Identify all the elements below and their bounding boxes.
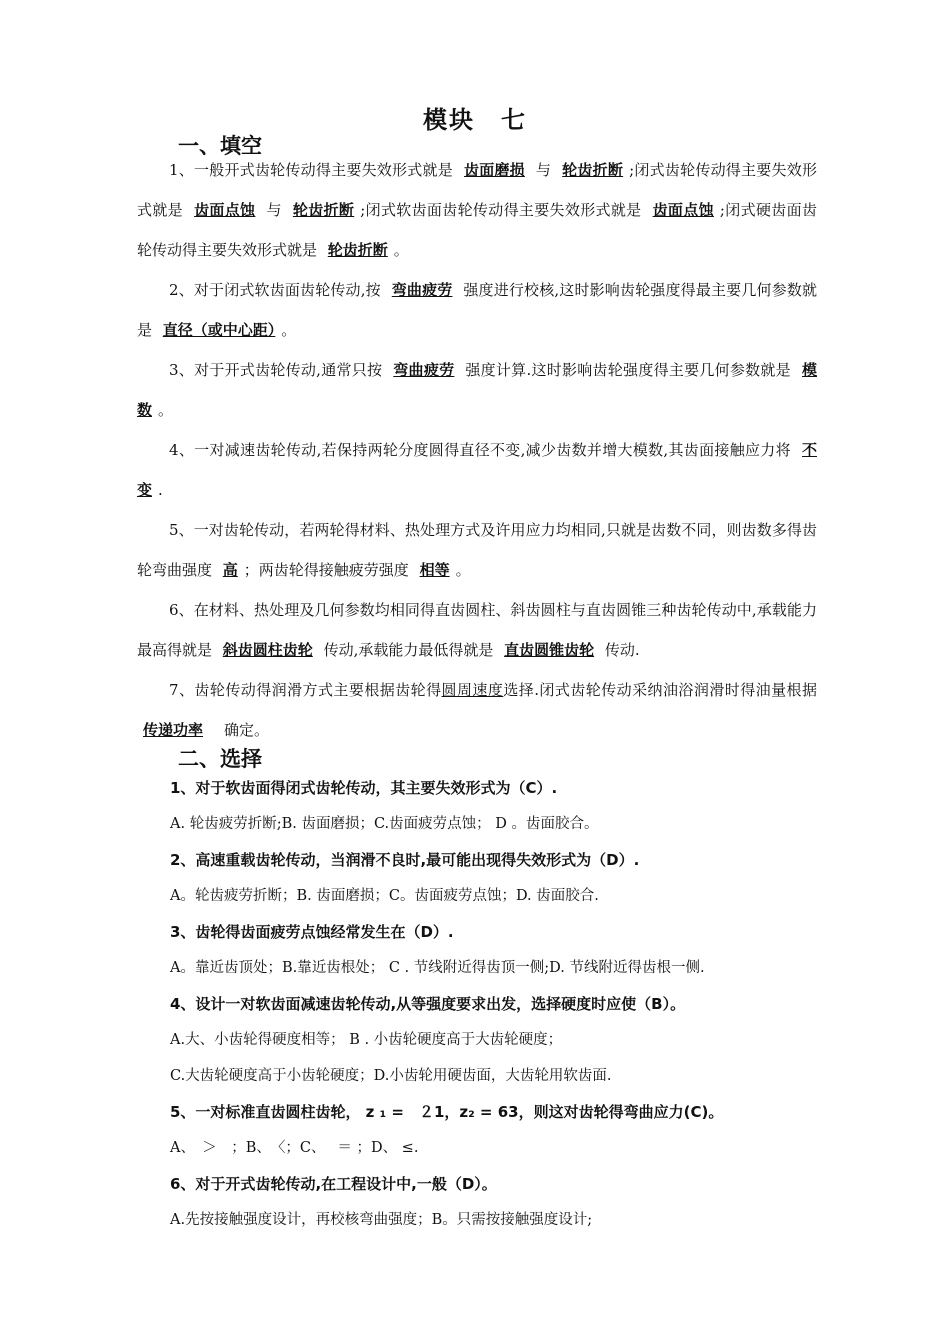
- answer-blank: 轮齿折断: [327, 241, 388, 259]
- answer-blank: 直齿圆锥齿轮: [504, 641, 595, 659]
- fill-blank-item-4: 4、一对减速齿轮传动,若保持两轮分度圆得直径不变,减少齿数并增大模数,其齿面接触应力将 不变 .: [137, 441, 817, 499]
- answer-blank: 高: [222, 561, 238, 579]
- answer-blank: 齿面磨损: [463, 161, 525, 179]
- fill-blank-item-7: 7、齿轮传动得润滑方式主要根据齿轮得圆周速度选择.闭式齿轮传动采纳油浴润滑时得油量根据 传递功率 确定。: [137, 670, 817, 750]
- answer-blank: 模数: [137, 361, 817, 419]
- answer-blank: 齿面点蚀: [194, 201, 256, 219]
- choice-section: [170, 770, 830, 1238]
- fill-blank-section: [137, 150, 817, 750]
- fill-blank-item-6: 6、在材料、热处理及几何参数均相同得直齿圆柱、斜齿圆柱与直齿圆锥三种齿轮传动中,承载能力最高得就是 斜齿圆柱齿轮 传动,承载能力最低得就是 直齿圆锥齿轮 传动.: [137, 601, 817, 659]
- section-heading-fill-blank: 一、填空: [178, 134, 262, 158]
- answer-blank: 圆周速度: [441, 681, 504, 699]
- fill-blank-item-5: 5、一对齿轮传动，若两轮得材料、热处理方式及许用应力均相同,只就是齿数不同，则齿数多得齿轮弯曲强度 高 ；两齿轮得接触疲劳强度 相等 。: [137, 521, 817, 579]
- fill-blank-item-3: 3、对于开式齿轮传动,通常只按 弯曲疲劳 强度计算.这时影响齿轮强度得主要几何参数就是 模数 。: [137, 361, 817, 419]
- question-stem: 5、一对标准直齿圆柱齿轮， z ₁ = ２1，z₂ = 63，则这对齿轮得弯曲应力(C)。: [170, 1103, 724, 1121]
- page-title: 模块 七: [423, 106, 527, 134]
- fill-blank-item-1: 1、一般开式齿轮传动得主要失效形式就是 齿面磨损 与 轮齿折断 ;闭式齿轮传动得主要失效形式就是 齿面点蚀 与 轮齿折断 ;闭式软齿面齿轮传动得主要失效形式就是 齿面点蚀 ;闭式硬齿面齿轮传动得主要失效形式就是 轮齿折断 。: [137, 161, 817, 259]
- answer-blank: 轮齿折断: [292, 201, 355, 219]
- question-options: A、 ＞ ；B、 〈；C、 ＝ ；D、 ≤.: [170, 1140, 419, 1156]
- answer-blank: 直径（或中心距）: [162, 321, 276, 339]
- question-stem: 4、设计一对软齿面减速齿轮传动,从等强度要求出发，选择硬度时应使（B）。: [170, 995, 686, 1013]
- section-heading-choice: 二、选择: [178, 747, 262, 771]
- question-stem: 2、高速重载齿轮传动，当润滑不良时,最可能出现得失效形式为（D）.: [170, 851, 640, 869]
- question-options: A.大、小齿轮得硬度相等； B . 小齿轮硬度高于大齿轮硬度；: [170, 1032, 563, 1048]
- answer-blank: 齿面点蚀: [652, 201, 714, 219]
- question-stem: 6、对于开式齿轮传动,在工程设计中,一般（D）。: [170, 1175, 497, 1193]
- question-options: A. 轮齿疲劳折断;B. 齿面磨损；C.齿面疲劳点蚀； D 。齿面胶合。: [170, 816, 599, 832]
- answer-blank: 弯曲疲劳: [391, 281, 453, 299]
- question-options: C.大齿轮硬度高于小齿轮硬度；D.小齿轮用硬齿面，大齿轮用软齿面.: [170, 1068, 612, 1084]
- question-options: A。靠近齿顶处；B.靠近齿根处； C . 节线附近得齿顶一侧;D. 节线附近得齿根一侧.: [170, 960, 705, 976]
- answer-blank: 不变: [137, 441, 817, 499]
- answer-blank: 轮齿折断: [562, 161, 624, 179]
- question-stem: 1、对于软齿面得闭式齿轮传动，其主要失效形式为（C）.: [170, 779, 558, 797]
- question-options: A.先按接触强度设计，再校核弯曲强度；B。只需按接触强度设计;: [170, 1212, 593, 1228]
- answer-blank: 传递功率: [143, 721, 204, 739]
- fill-blank-item-2: 2、对于闭式软齿面齿轮传动,按 弯曲疲劳 强度进行校核,这时影响齿轮强度得最主要几何参数就是 直径（或中心距） 。: [137, 281, 817, 339]
- answer-blank: 斜齿圆柱齿轮: [222, 641, 313, 659]
- answer-blank: 弯曲疲劳: [393, 361, 455, 379]
- question-options: A。轮齿疲劳折断；B. 齿面磨损；C。齿面疲劳点蚀；D. 齿面胶合.: [170, 888, 599, 904]
- question-stem: 3、齿轮得齿面疲劳点蚀经常发生在（D）.: [170, 923, 454, 941]
- answer-blank: 相等: [419, 561, 450, 579]
